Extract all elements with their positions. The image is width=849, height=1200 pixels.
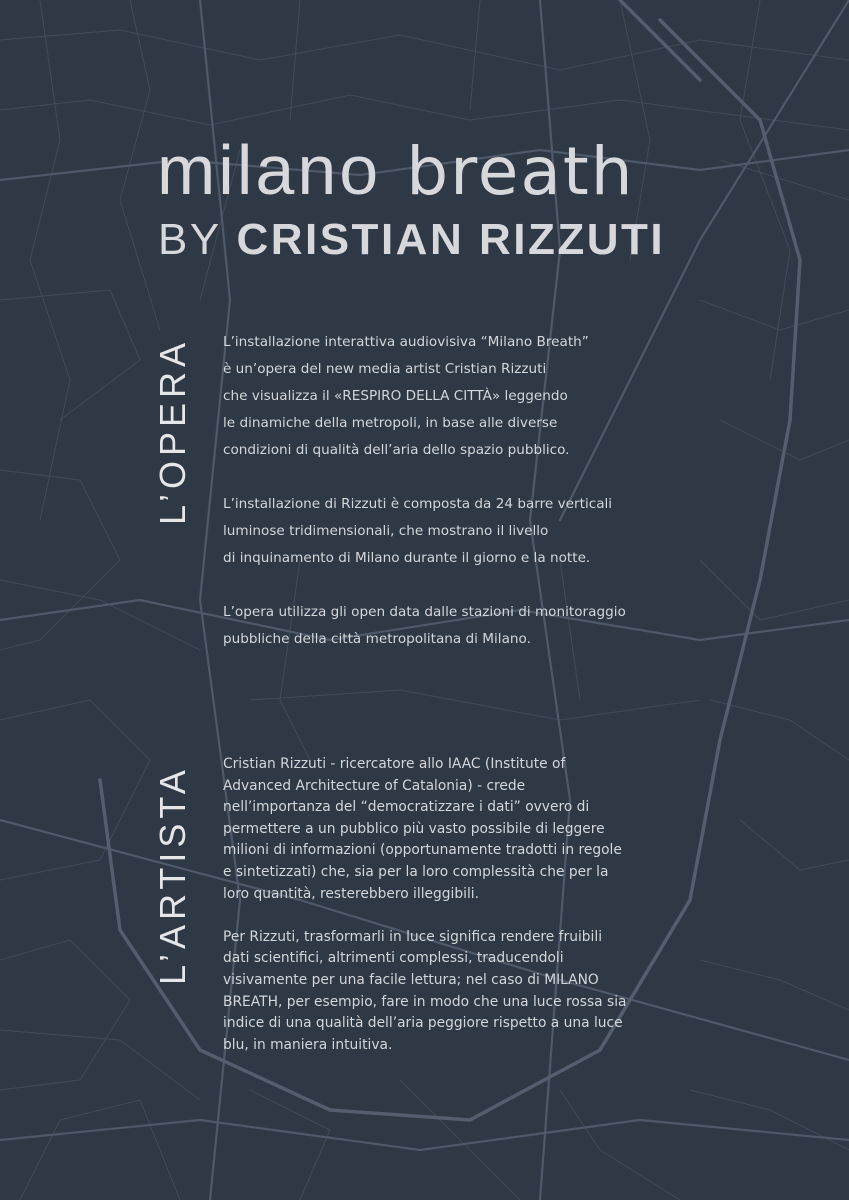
page-title [157, 130, 635, 212]
text-line: blu, in maniera intuitiva. [223, 1036, 393, 1053]
text-line: nell’importanza del “democratizzare i dati” ovvero di [223, 799, 590, 816]
artista-text [223, 754, 713, 1078]
text-line: pubbliche della città metropolitana di Milano. [223, 631, 531, 647]
text-line: indice di una qualità dell’aria peggiore rispetto a una luce [223, 1015, 623, 1032]
text-line: e sintetizzati) che, sia per la loro complessità che per la [223, 863, 609, 880]
opera-paragraph-2 [223, 491, 713, 572]
text-line: luminose tridimensionali, che mostrano il livello [223, 523, 549, 539]
text-line: Advanced Architecture of Catalonia) - crede [223, 777, 526, 794]
title-word-milano: milano [157, 131, 382, 209]
text-line: le dinamiche della metropoli, in base alle diverse [223, 415, 558, 431]
section-label-artista: L’ARTISTA [152, 765, 193, 985]
text-line: dati scientifici, altrimenti complessi, traducendoli [223, 950, 564, 967]
subtitle-artist-name: CRISTIAN RIZZUTI [236, 215, 666, 264]
text-line: permettere a un pubblico più vasto possibile di leggere [223, 820, 605, 837]
text-line: che visualizza il «RESPIRO DELLA CITTÀ» leggendo [223, 388, 568, 404]
text-line: L’opera utilizza gli open data dalle stazioni di monitoraggio [223, 604, 626, 620]
text-line: L’installazione interattiva audiovisiva “Milano Breath” [223, 334, 589, 350]
text-line: Cristian Rizzuti - ricercatore allo IAAC (Institute of [223, 756, 566, 772]
text-line: di inquinamento di Milano durante il giorno e la notte. [223, 550, 591, 566]
text-line: condizioni di qualità dell’aria dello spazio pubblico. [223, 442, 570, 458]
artista-paragraph-2 [223, 927, 713, 1057]
opera-paragraph-3 [223, 599, 713, 653]
page-subtitle [158, 211, 665, 269]
text-line: loro quantità, resterebbero illeggibili. [223, 885, 480, 902]
text-line: visivamente per una facile lettura; nel caso di MILANO [223, 971, 599, 988]
artista-paragraph-1 [223, 754, 713, 905]
text-line: Per Rizzuti, trasformarli in luce significa rendere fruibili [223, 928, 603, 945]
text-line: BREATH, per esempio, fare in modo che una luce rossa sia [223, 993, 627, 1010]
text-line: è un’opera del new media artist Cristian Rizzuti [223, 361, 547, 377]
opera-text [223, 329, 713, 680]
opera-paragraph-1 [223, 329, 713, 464]
text-line: L’installazione di Rizzuti è composta da 24 barre verticali [223, 496, 613, 512]
section-label-opera: L’OPERA [152, 337, 193, 525]
subtitle-by: BY [158, 215, 222, 264]
title-word-breath: breath [406, 133, 635, 210]
text-line: milioni di informazioni (opportunamente tradotti in regole [223, 842, 622, 859]
